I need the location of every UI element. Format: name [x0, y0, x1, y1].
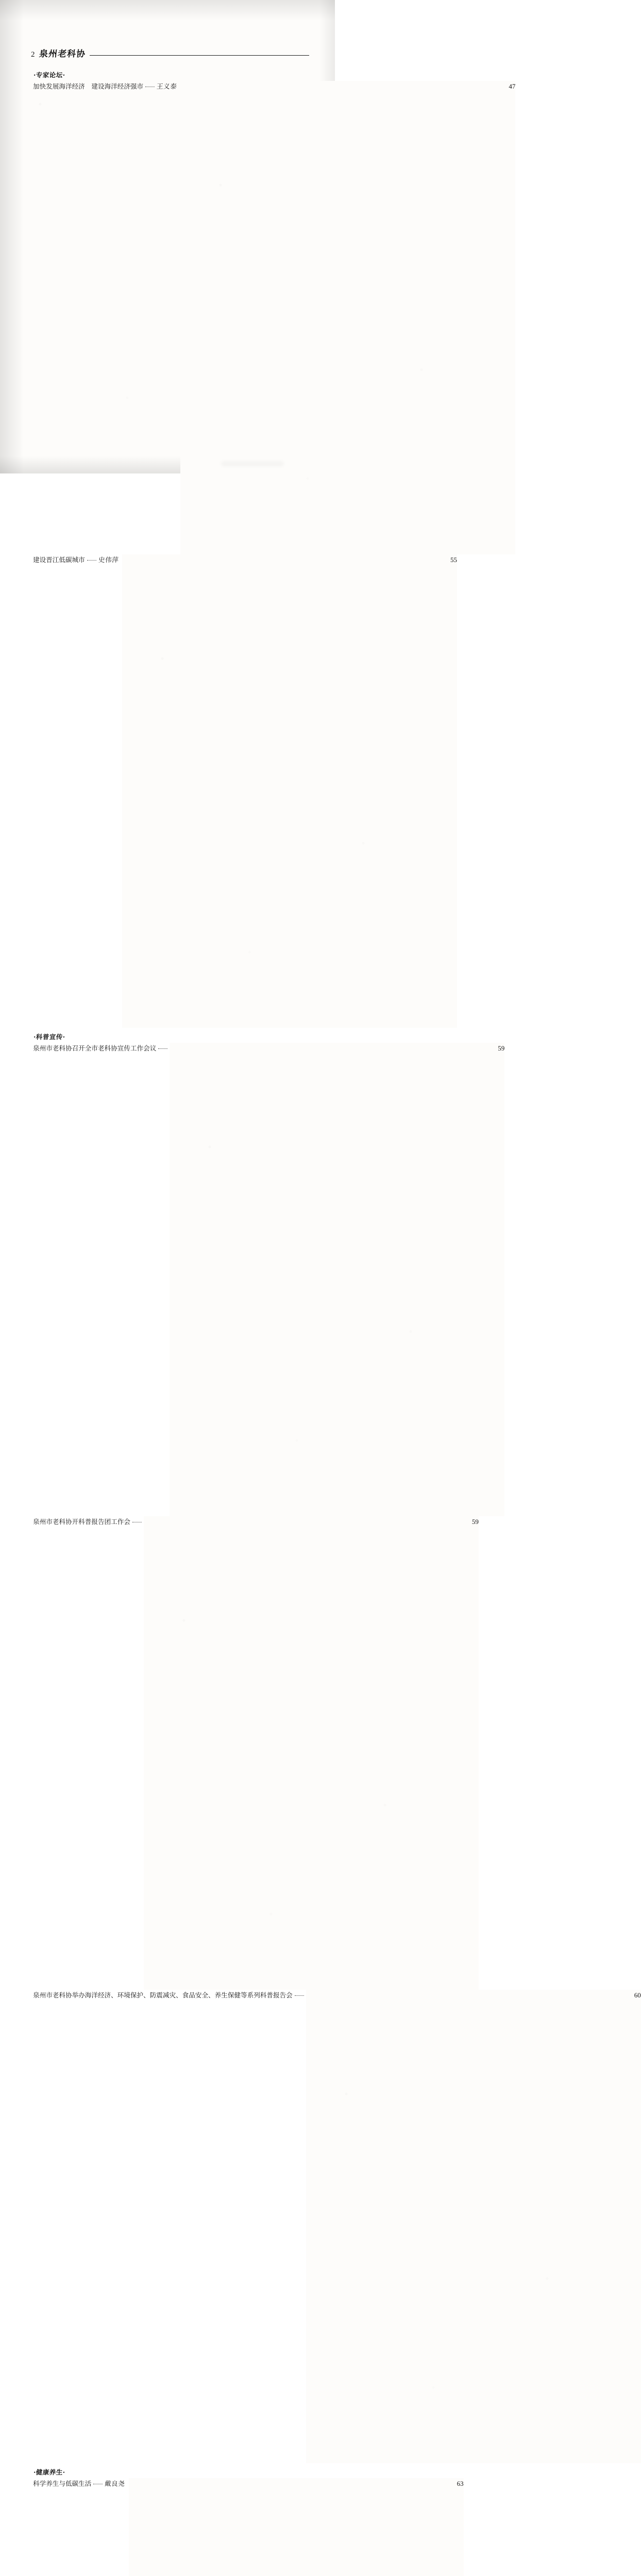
- section-heading: ·专家论坛·: [33, 71, 66, 79]
- toc-entry-page-number: 59: [144, 1516, 479, 1990]
- toc-leader-dots: [145, 86, 155, 87]
- toc-entry-author: 戴良尧: [104, 2480, 126, 2487]
- journal-title: 泉州老科协: [38, 49, 86, 59]
- toc-leader-dots: [87, 560, 96, 561]
- toc-entry-page-number: 47: [180, 81, 515, 554]
- header-divider-line: [90, 55, 310, 56]
- section-heading: ·健康养生·: [33, 2468, 66, 2476]
- toc-entry-page-number: 55: [122, 554, 457, 1028]
- toc-entry-title: 建设晋江低碳城市: [33, 556, 85, 564]
- toc-section-science-popularization: [31, 1029, 641, 2463]
- toc-entry-title: 加快发展海洋经济 建设海洋经济强市: [33, 82, 144, 90]
- toc-entry[interactable]: [31, 554, 458, 1028]
- toc-entry[interactable]: [31, 1990, 641, 2463]
- toc-entry-title: 泉州市老科协开科普报告团工作会: [33, 1518, 130, 1526]
- page-smudge: [222, 461, 283, 466]
- toc-entry-page-number: 60: [306, 1990, 641, 2463]
- toc-entry[interactable]: [31, 1043, 505, 1516]
- toc-entry-page-number: 63: [129, 2478, 464, 2576]
- table-of-contents: [31, 45, 641, 2576]
- section-heading: ·科普宣传·: [33, 1033, 66, 1041]
- toc-leader-dots: [295, 1995, 304, 1996]
- toc-entry[interactable]: [31, 1516, 479, 1990]
- toc-section-expert-forum: [31, 67, 516, 1028]
- toc-leader-dots: [132, 1521, 142, 1522]
- toc-sections: [31, 67, 641, 2576]
- toc-entry[interactable]: [31, 2478, 464, 2576]
- toc-entry-title: 泉州市老科协举办海洋经济、环境保护、防震减灾、食品安全、养生保健等系列科普报告会: [33, 1991, 293, 1999]
- toc-leader-dots: [158, 1048, 167, 1049]
- toc-section-health-care: [31, 2464, 464, 2576]
- toc-entry-title: 泉州市老科协召开全市老科协宣传工作会议: [33, 1044, 157, 1052]
- toc-leader-dots: [93, 2483, 103, 2484]
- toc-entry-title: 科学养生与低碳生活: [33, 2480, 92, 2487]
- page-number: 2: [31, 50, 35, 59]
- toc-entry-list: [31, 1043, 641, 2463]
- toc-entry-page-number: 59: [170, 1043, 504, 1516]
- toc-entry-author: 王义泰: [156, 82, 178, 90]
- scan-shadow-left: [0, 0, 24, 473]
- scan-shadow-top: [0, 0, 335, 21]
- toc-entry-author: 史伟萍: [98, 556, 119, 564]
- toc-entry[interactable]: [31, 81, 516, 554]
- toc-entry-list: [31, 81, 516, 1028]
- toc-entry-list: [31, 2478, 464, 2576]
- page-header: [31, 45, 309, 59]
